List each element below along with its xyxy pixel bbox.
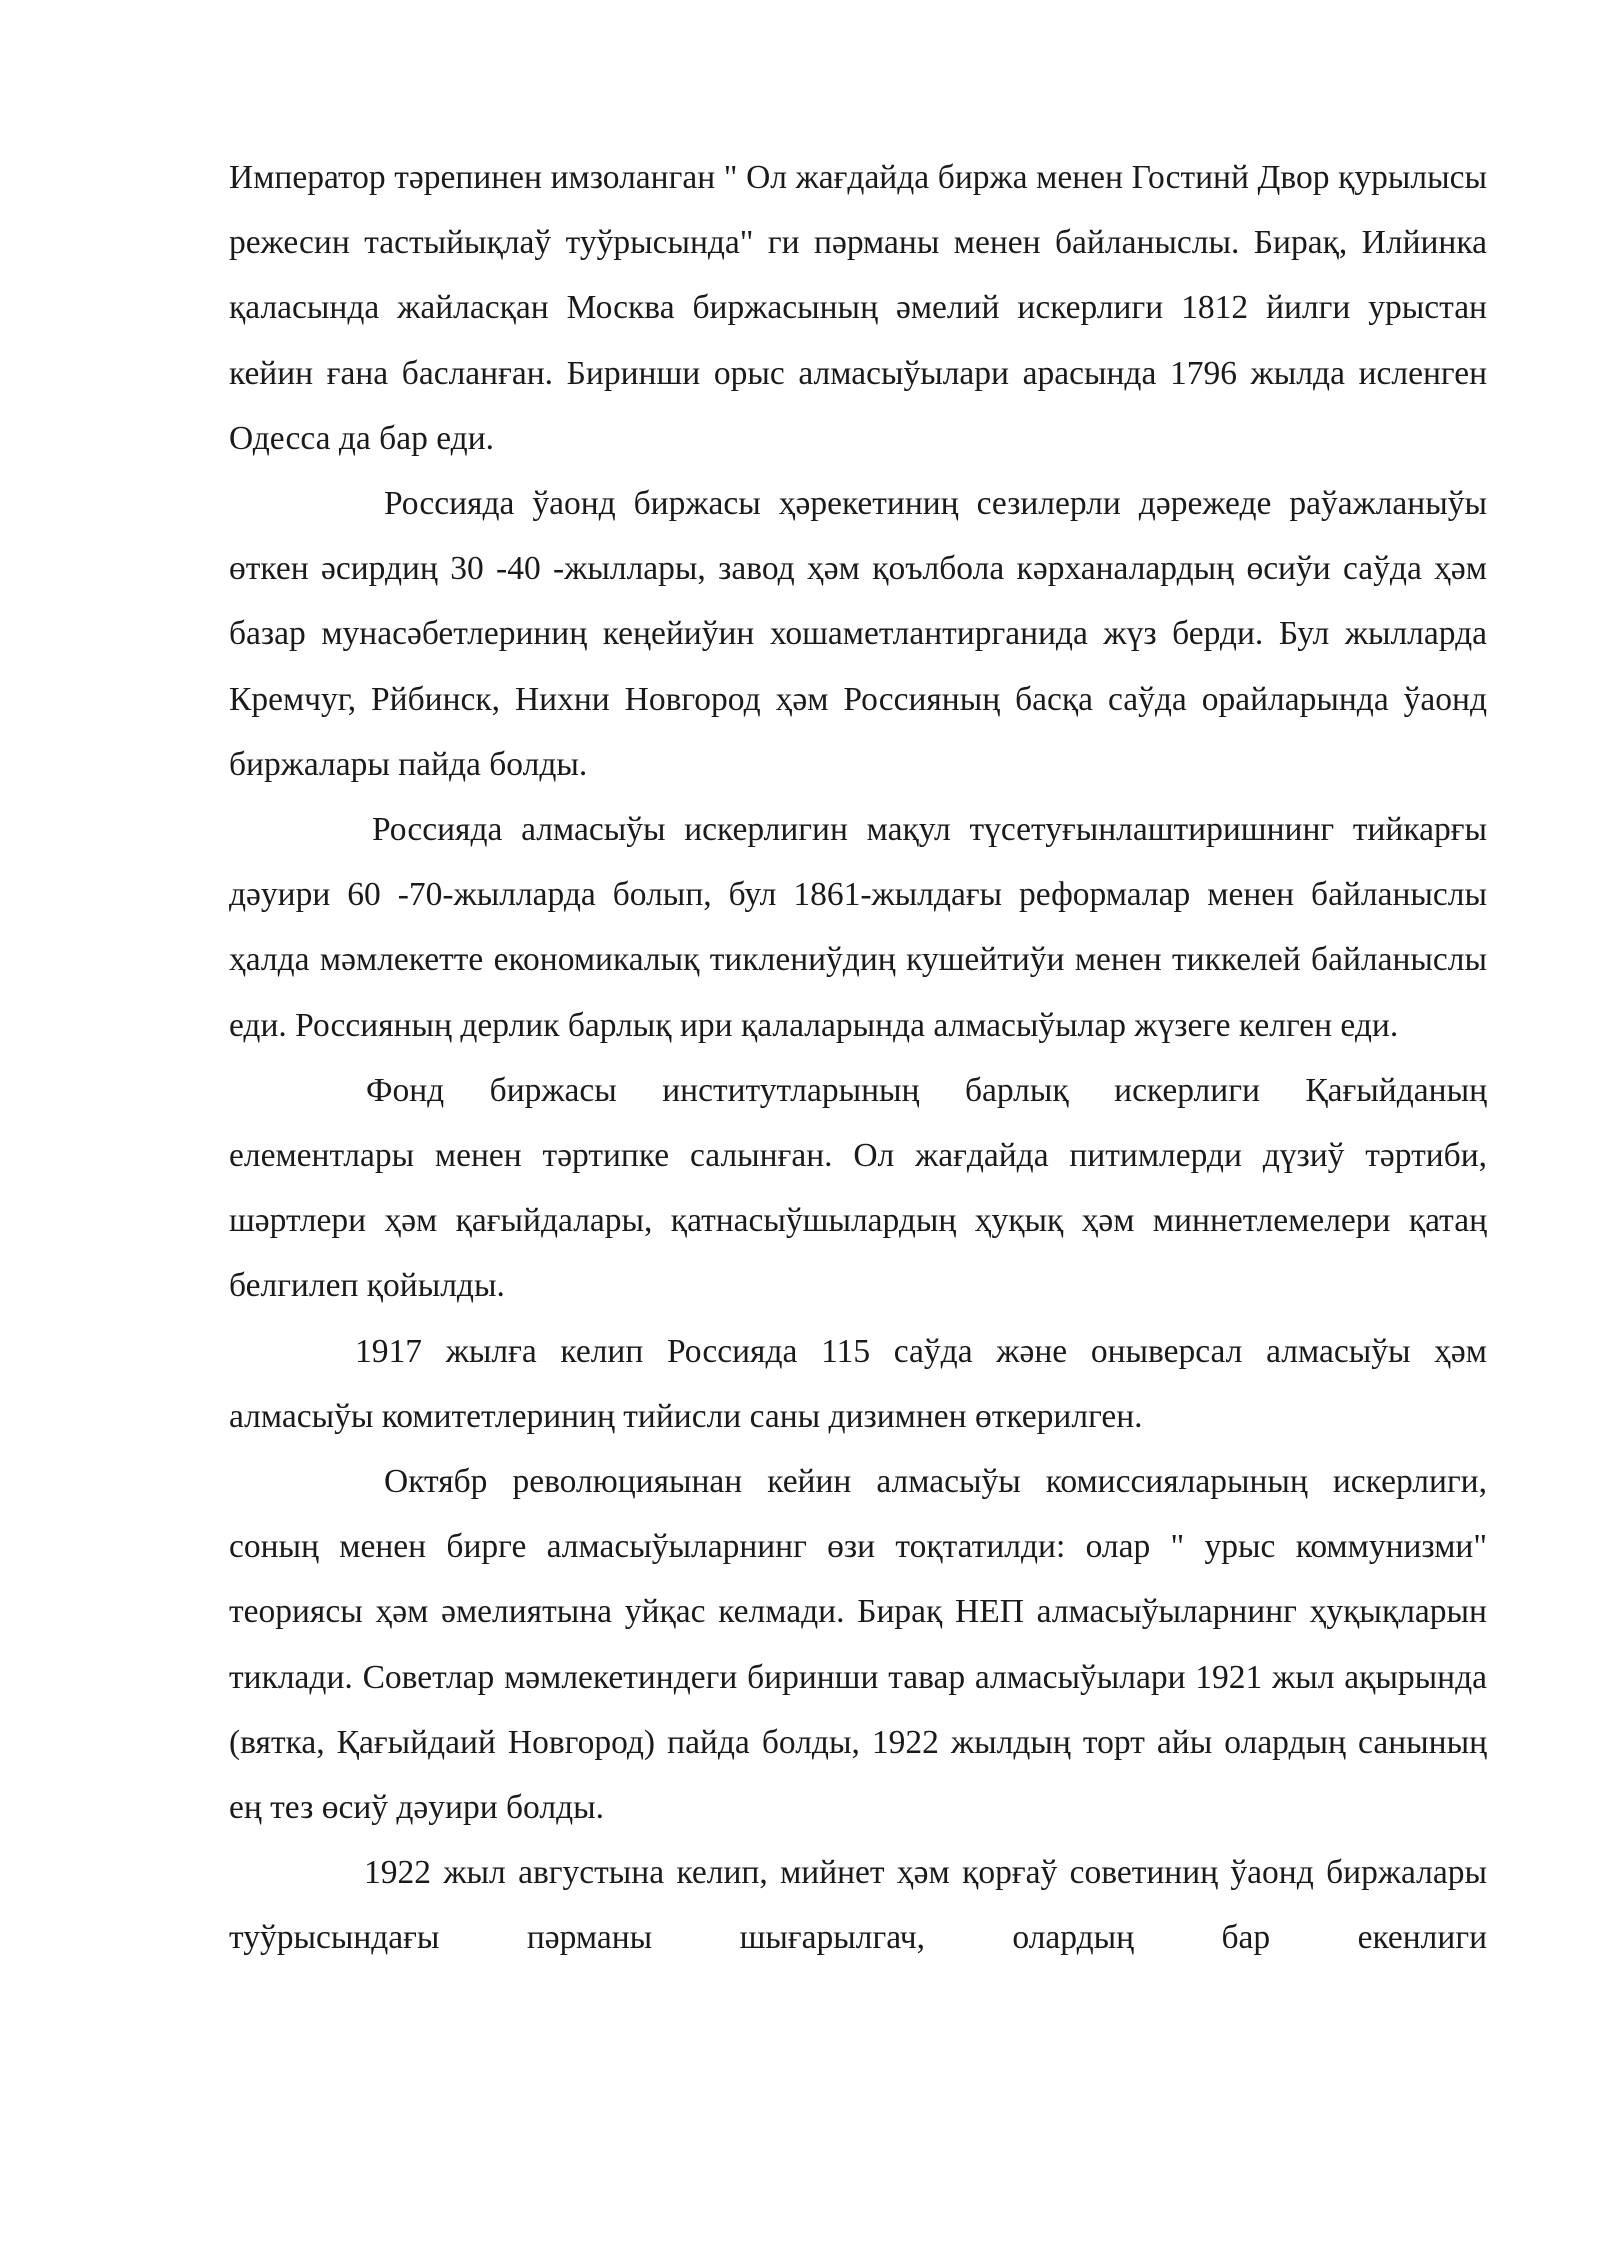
paragraph-6: Октябр революцияынан кейин алмасыўы комиссияларының искерлиги, соның менен бирге алмасыўыларнинг өзи тоқтатилди: олар " урыс коммунизми" теориясы ҳәм әмелиятына уйқас келмади. Бирақ НЕП алмасыўыларнинг ҳуқықларын тиклади. Советлар мәмлекетиндеги биринши тавар алмасыўылари 1921 жыл ақырында (вятка, Қағыйдаий Новгород) пайда болды, 1922 жылдың торт айы олардың санының ең тез өсиў дәуири болды. [229, 1463, 1487, 1827]
paragraph-1: Император тәрепинен имзоланган " Ол жағдайда биржа менен Гостинй Двор қурылысы режесин тастыйықлаў туўрысында" ги пәрманы менен байланыслы. Бирақ, Илйинка қаласында жайласқан Москва биржасының әмелий искерлиги 1812 йилги урыстан кейин ғана басланған. Биринши орыс алмасыўылари арасында 1796 жылда исленген Одесса да бар еди. [229, 159, 1487, 457]
paragraph-4: Фонд биржасы институтларының барлық искерлиги Қағыйданың елементлары менен тәртипке салынған. Ол жағдайда питимлерди дүзиў тәртиби, шәртлери ҳәм қағыйдалары, қатнасыўшылардың ҳуқық ҳәм миннетлемелери қатаң белгилеп қойылды. [229, 1071, 1487, 1305]
paragraph-7: 1922 жыл августына келип, мийнет ҳәм қорғаў советиниң ўаонд биржалары туўрысындағы пәрманы шығарылгач, олардың бар екенлиги [229, 1854, 1487, 1957]
document-body [229, 145, 1487, 1971]
paragraph-3: Россияда алмасыўы искерлигин мақул түсетуғынлаштиришнинг тийкарғы дәуири 60 -70-жылларда болып, бул 1861-жылдағы реформалар менен байланыслы ҳалда мәмлекетте економикалық тиклениўдиң кушейтиўи менен тиккелей байланыслы еди. Россияның дерлик барлық ири қалаларында алмасыўылар жүзеге келген еди. [229, 811, 1487, 1044]
paragraph-5: 1917 жылға келип Россияда 115 саўда жәнe оныверсал алмасыўы ҳәм алмасыўы комитетлериниң тийисли саны дизимнен өткерилген. [229, 1332, 1487, 1435]
paragraph-2: Россияда ўаонд биржасы ҳәрекетиниң сезилерли дәрежеде раўажланыўы өткен әсирдиң 30 -40 -жыллары, завод ҳәм қоълбола кәрханалардың өсиўи саўда ҳәм базар мунасәбетлериниң кеңейиўин хошаметлантирганида жүз берди. Бул жылларда Кремчуг, Рйбинск, Нихни Новгород ҳәм Россияның басқа саўда орайларында ўаонд биржалары пайда болды. [229, 485, 1487, 783]
